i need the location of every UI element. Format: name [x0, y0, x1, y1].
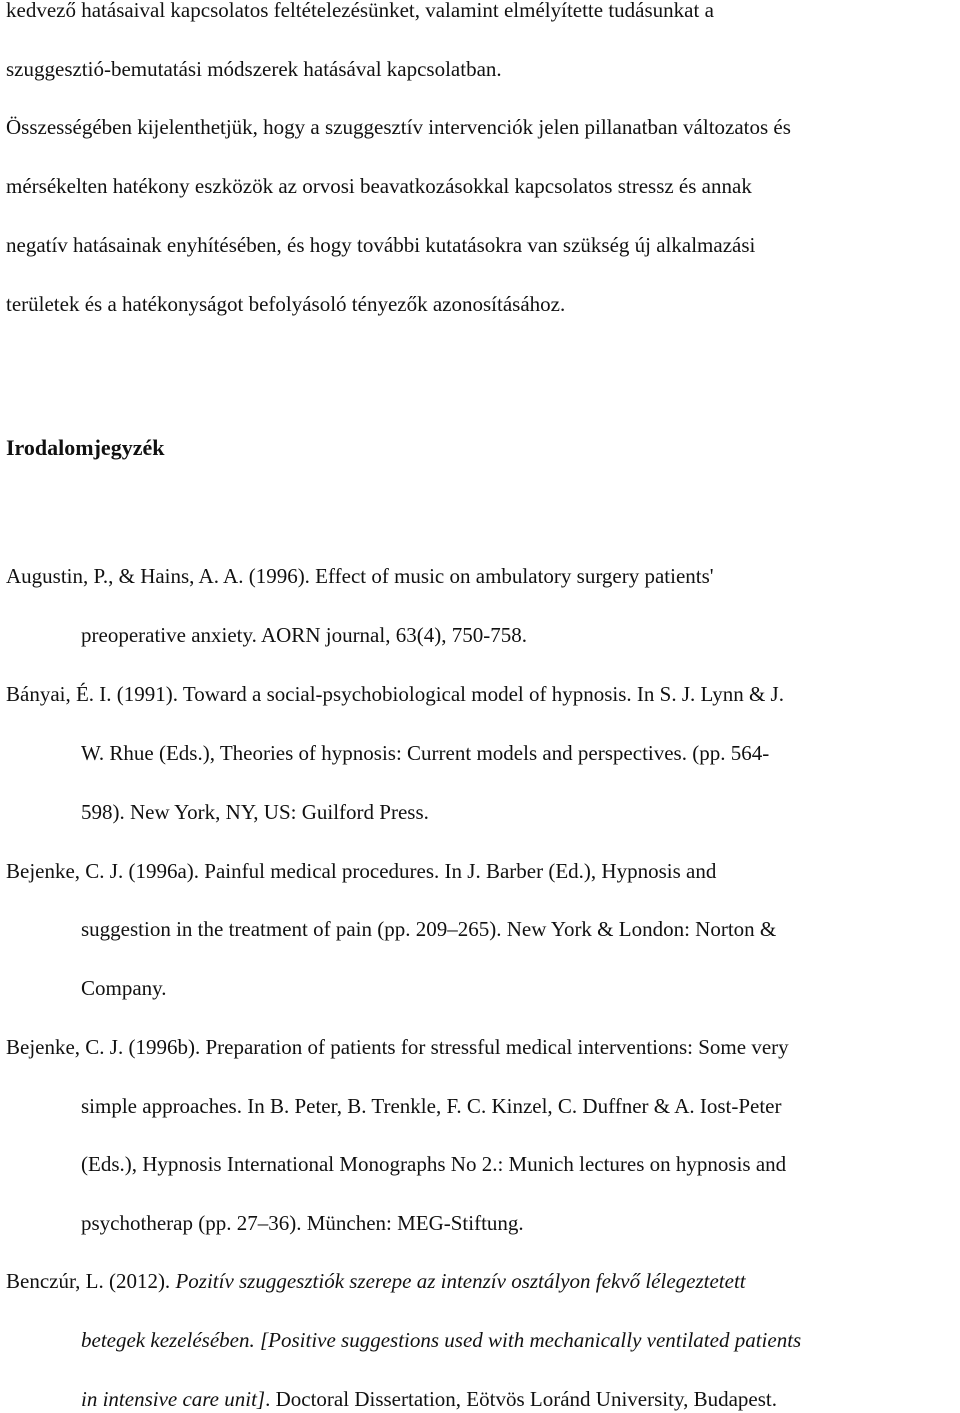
reference-line: W. Rhue (Eds.), Theories of hypnosis: Current models and perspectives. (pp. 564-	[81, 741, 770, 765]
reference-line: Bejenke, C. J. (1996a). Painful medical procedures. In J. Barber (Ed.), Hypnosis and	[6, 859, 717, 883]
reference-author: Benczúr, L. (2012).	[6, 1269, 176, 1293]
text-line: szuggesztió-bemutatási módszerek hatásával kapcsolatban.	[6, 57, 502, 81]
reference-line: simple approaches. In B. Peter, B. Trenkle, F. C. Kinzel, C. Duffner & A. Iost-Peter	[81, 1094, 782, 1118]
reference-title: in intensive care unit]	[81, 1387, 266, 1411]
reference-line: Company.	[81, 976, 167, 1000]
text-line: Összességében kijelenthetjük, hogy a szuggesztív intervenciók jelen pillanatban változatos és	[6, 115, 791, 139]
reference-title-line: betegek kezelésében. [Positive suggestions used with mechanically ventilated patients	[81, 1328, 802, 1352]
reference-line	[81, 1389, 777, 1410]
reference-line: suggestion in the treatment of pain (pp. 209–265). New York & London: Norton &	[81, 917, 777, 941]
reference-line	[6, 1271, 746, 1292]
reference-line: Bejenke, C. J. (1996b). Preparation of patients for stressful medical interventions: Some very	[6, 1035, 789, 1059]
text-line: mérsékelten hatékony eszközök az orvosi beavatkozásokkal kapcsolatos stressz és annak	[6, 174, 752, 198]
references-heading: Irodalomjegyzék	[6, 435, 165, 460]
reference-details: . Doctoral Dissertation, Eötvös Loránd University, Budapest.	[265, 1387, 777, 1411]
reference-line: psychotherap (pp. 27–36). München: MEG-Stiftung.	[81, 1211, 524, 1235]
reference-title: Pozitív szuggesztiók szerepe az intenzív osztályon fekvő lélegeztetett	[175, 1269, 746, 1293]
text-line: kedvező hatásaival kapcsolatos feltételezésünket, valamint elmélyítette tudásunkat a	[6, 0, 714, 22]
reference-line: (Eds.), Hypnosis International Monographs No 2.: Munich lectures on hypnosis and	[81, 1152, 787, 1176]
reference-line: 598). New York, NY, US: Guilford Press.	[81, 800, 429, 824]
reference-line: Augustin, P., & Hains, A. A. (1996). Effect of music on ambulatory surgery patients'	[6, 564, 714, 588]
reference-line: preoperative anxiety. AORN journal, 63(4), 750-758.	[81, 623, 527, 647]
text-line: területek és a hatékonyságot befolyásoló tényezők azonosításához.	[6, 292, 566, 316]
reference-line: Bányai, É. I. (1991). Toward a social-psychobiological model of hypnosis. In S. J. Lynn & J.	[6, 682, 784, 706]
text-line: negatív hatásainak enyhítésében, és hogy további kutatásokra van szükség új alkalmazási	[6, 233, 756, 257]
